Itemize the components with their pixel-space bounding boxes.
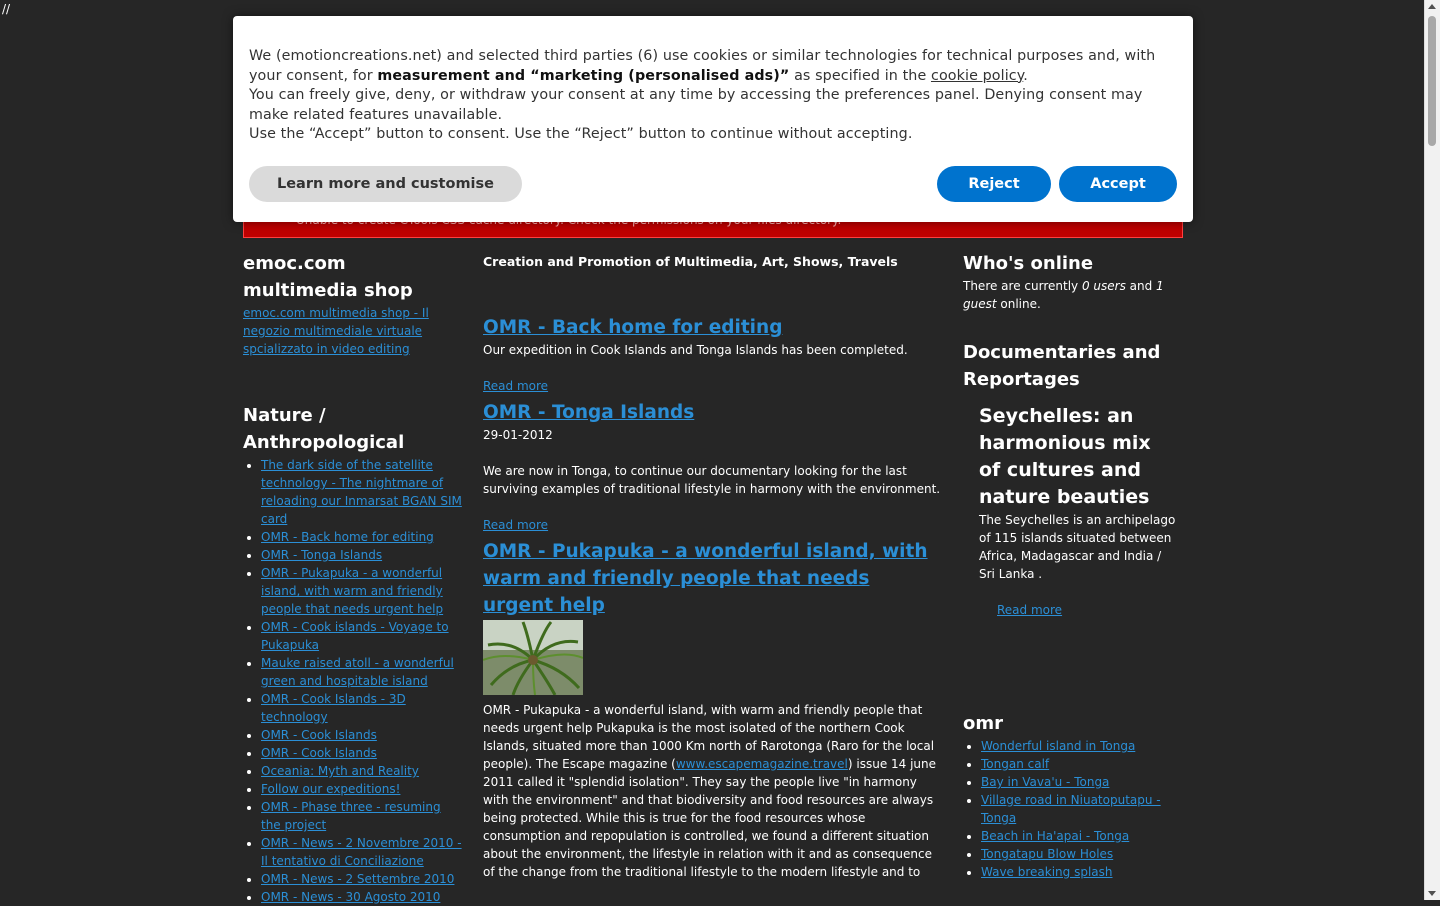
escape-magazine-link[interactable]: www.escapemagazine.travel bbox=[675, 757, 848, 771]
online-text-post: online. bbox=[996, 297, 1041, 311]
list-item bbox=[261, 798, 463, 834]
reject-button[interactable]: Reject bbox=[937, 166, 1051, 202]
omr-list bbox=[963, 737, 1178, 881]
list-item bbox=[261, 744, 463, 762]
node2-title-link[interactable]: OMR - Tonga Islands bbox=[483, 402, 695, 423]
node2-body: We are now in Tonga, to continue our documentary looking for the last surviving examples of traditional lifestyle in harmony with the environment. bbox=[483, 464, 941, 496]
node3-body-post: ) issue 14 june 2011 called it "splendid isolation". They say the people live "in harmony with the environment" and that biodiversity and food resources are always being protected. While this is true for the food resources whose consumption and repopulation is controlled, we found a different situation about the environment, the lifestyle in relation with it and as consequence of the change from the traditional lifestyle to the modern lifestyle and to bbox=[483, 757, 937, 879]
nature-block-title: Nature / Anthropological bbox=[243, 405, 405, 453]
nature-link[interactable]: OMR - News - 2 Novembre 2010 - Il tentativo di Conciliazione bbox=[261, 836, 462, 868]
list-item bbox=[261, 528, 463, 546]
omr-link[interactable]: Wave breaking splash bbox=[981, 865, 1113, 879]
cookie-text bbox=[249, 47, 1179, 145]
omr-block-title: omr bbox=[963, 713, 1003, 734]
nature-link[interactable]: OMR - Pukapuka - a wonderful island, with warm and friendly people that needs urgent help bbox=[261, 566, 444, 616]
list-item bbox=[261, 618, 463, 654]
list-item bbox=[261, 888, 463, 906]
learn-more-button[interactable]: Learn more and customise bbox=[249, 166, 522, 202]
list-item bbox=[261, 834, 463, 870]
list-item bbox=[261, 654, 463, 690]
nature-link[interactable]: OMR - Cook Islands - 3D technology bbox=[261, 692, 406, 724]
scrollbar-thumb[interactable] bbox=[1428, 16, 1436, 146]
cookie-text-bold: measurement and “marketing (personalised ads)” bbox=[377, 67, 790, 84]
list-item bbox=[981, 845, 1178, 863]
list-item bbox=[981, 737, 1178, 755]
page-scrollbar[interactable] bbox=[1424, 0, 1440, 900]
online-guests-count: 1 guest bbox=[963, 279, 1164, 311]
shop-block-title: emoc.com multimedia shop bbox=[243, 253, 413, 301]
list-item bbox=[261, 870, 463, 888]
list-item bbox=[981, 827, 1178, 845]
list-item bbox=[261, 546, 463, 564]
online-text-mid: and bbox=[1125, 279, 1157, 293]
list-item bbox=[981, 791, 1178, 827]
left-sidebar bbox=[243, 250, 463, 906]
node3-body-pre: OMR - Pukapuka - a wonderful island, with warm and friendly people that needs urgent help Pukapuka is the most isolated of the northern Cook Islands, situated more than 1000 Km north of Rarotonga (Raro for the local people). The Escape magazine ( bbox=[483, 703, 935, 771]
list-item bbox=[261, 690, 463, 726]
cookie-text-period: . bbox=[1023, 67, 1028, 84]
list-item bbox=[261, 564, 463, 618]
nature-link[interactable]: OMR - Back home for editing bbox=[261, 530, 434, 544]
featured-documentary bbox=[963, 403, 1178, 619]
main-content bbox=[483, 250, 941, 881]
scroll-up-icon[interactable] bbox=[1428, 4, 1436, 9]
cookie-text-withdraw: You can freely give, deny, or withdraw your consent at any time by accessing the preferences panel. Denying consent may make related features unavailable. bbox=[249, 87, 1143, 123]
whos-online-title: Who's online bbox=[963, 253, 1094, 274]
featured-body: The Seychelles is an archipelago of 115 islands situated between Africa, Madagascar and India / Sri Lanka . bbox=[979, 513, 1176, 581]
node1-read-more[interactable]: Read more bbox=[483, 379, 549, 393]
node-title bbox=[483, 538, 941, 619]
site-slogan: Creation and Promotion of Multimedia, Art, Shows, Travels bbox=[483, 254, 898, 269]
node3-body bbox=[483, 701, 941, 881]
omr-link[interactable]: Wonderful island in Tonga bbox=[981, 739, 1136, 753]
cookie-policy-link[interactable]: cookie policy bbox=[930, 67, 1024, 84]
omr-link[interactable]: Tongatapu Blow Holes bbox=[981, 847, 1114, 861]
cookie-banner bbox=[233, 16, 1193, 222]
palm-tree-image[interactable] bbox=[483, 620, 583, 695]
nature-link[interactable]: OMR - Tonga Islands bbox=[261, 548, 383, 562]
cookie-text-specified: as specified in the bbox=[789, 67, 931, 84]
list-item bbox=[981, 863, 1178, 881]
list-item bbox=[261, 762, 463, 780]
node-title bbox=[483, 314, 941, 341]
list-item bbox=[981, 755, 1178, 773]
node3-title-link[interactable]: OMR - Pukapuka - a wonderful island, with warm and friendly people that needs urgent help bbox=[483, 541, 928, 616]
cookie-text-buttons-hint: Use the “Accept” button to consent. Use the “Reject” button to continue without accepting. bbox=[249, 126, 913, 142]
node1-title-link[interactable]: OMR - Back home for editing bbox=[483, 317, 783, 338]
omr-link[interactable]: Village road in Niuatoputapu - Tonga bbox=[981, 793, 1161, 825]
nature-link[interactable]: OMR - Cook islands - Voyage to Pukapuka bbox=[261, 620, 449, 652]
corner-text: // bbox=[2, 2, 11, 16]
nature-link[interactable]: OMR - Cook Islands bbox=[261, 746, 377, 760]
right-sidebar bbox=[963, 250, 1178, 881]
omr-link[interactable]: Beach in Ha'apai - Tonga bbox=[981, 829, 1130, 843]
list-item bbox=[261, 780, 463, 798]
omr-link[interactable]: Bay in Vava'u - Tonga bbox=[981, 775, 1110, 789]
featured-title: Seychelles: an harmonious mix of cultures and nature beauties bbox=[979, 405, 1151, 508]
nature-link[interactable]: Follow our expeditions! bbox=[261, 782, 401, 796]
nature-link[interactable]: Oceania: Myth and Reality bbox=[261, 764, 419, 778]
accept-button[interactable]: Accept bbox=[1059, 166, 1177, 202]
nature-link[interactable]: OMR - News - 30 Agosto 2010 bbox=[261, 890, 441, 904]
nature-list bbox=[243, 456, 463, 906]
whos-online-text bbox=[963, 277, 1178, 313]
list-item bbox=[261, 456, 463, 528]
nature-link[interactable]: The dark side of the satellite technology - The nightmare of reloading our Inmarsat BGAN SIM card bbox=[261, 458, 462, 526]
node2-date: 29-01-2012 bbox=[483, 428, 553, 442]
nature-link[interactable]: Mauke raised atoll - a wonderful green and hospitable island bbox=[261, 656, 454, 688]
featured-read-more[interactable]: Read more bbox=[997, 603, 1063, 617]
online-text-pre: There are currently bbox=[963, 279, 1082, 293]
node-title bbox=[483, 399, 941, 426]
cookie-text-intro: We (emotioncreations.net) and selected third parties (6) use cookies or similar technologies for technical purposes and, with your consent, for bbox=[249, 48, 1156, 84]
list-item bbox=[261, 726, 463, 744]
omr-link[interactable]: Tongan calf bbox=[981, 757, 1050, 771]
nature-link[interactable]: OMR - Phase three - resuming the project bbox=[261, 800, 441, 832]
node2-read-more[interactable]: Read more bbox=[483, 518, 549, 532]
shop-link[interactable]: emoc.com multimedia shop - Il negozio multimediale virtuale spcializzato in video editing bbox=[243, 306, 429, 356]
scroll-down-icon[interactable] bbox=[1428, 891, 1436, 896]
list-item bbox=[981, 773, 1178, 791]
nature-link[interactable]: OMR - Cook Islands bbox=[261, 728, 377, 742]
online-users-count: 0 users bbox=[1081, 279, 1126, 293]
nature-link[interactable]: OMR - News - 2 Settembre 2010 bbox=[261, 872, 455, 886]
documentaries-title: Documentaries and Reportages bbox=[963, 342, 1161, 390]
node1-body: Our expedition in Cook Islands and Tonga Islands has been completed. bbox=[483, 343, 908, 357]
